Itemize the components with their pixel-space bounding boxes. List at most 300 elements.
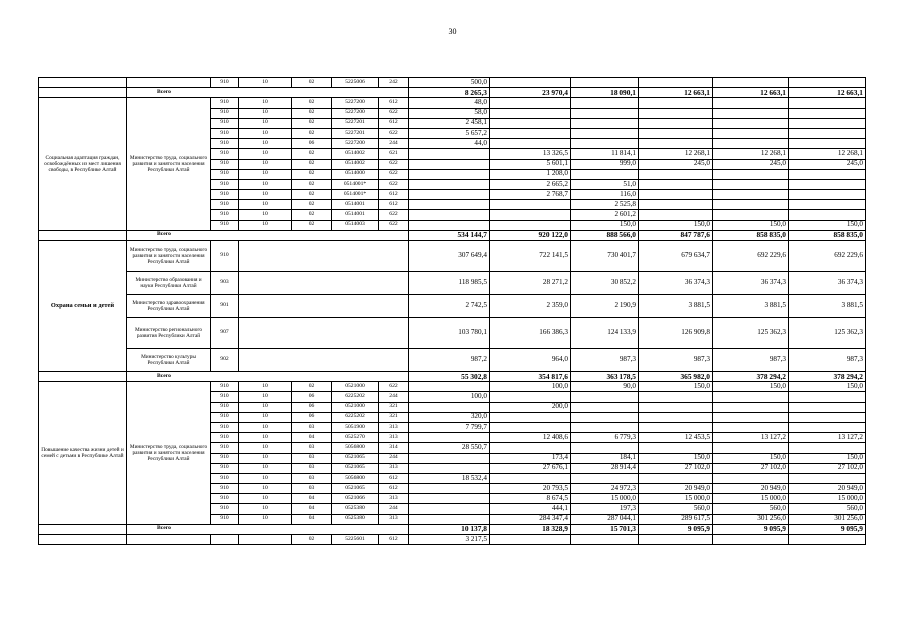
code-cell: 0525270 xyxy=(332,433,379,443)
code-cell: 0521065 xyxy=(332,484,379,494)
code-cell: 02 xyxy=(292,210,332,220)
code-cell: 06 xyxy=(292,412,332,422)
value-cell xyxy=(713,402,789,412)
ministry-name: Министерство здравоохранения Республики Алтай xyxy=(127,295,211,318)
code-cell: 04 xyxy=(292,494,332,504)
value-cell: 679 634,7 xyxy=(639,241,713,272)
code-cell: 02 xyxy=(292,382,332,392)
ministry-name: Министерство труда, социального развития и занятости населения Республики Алтай xyxy=(127,241,211,272)
code-cell: 5225601 xyxy=(332,535,379,545)
table-row xyxy=(39,78,866,88)
value-cell: 27 676,1 xyxy=(490,463,571,473)
table-row xyxy=(39,318,866,349)
value-cell: 28 271,2 xyxy=(490,272,571,295)
value-cell xyxy=(571,443,639,453)
value-cell xyxy=(639,169,713,179)
value-cell: 126 909,8 xyxy=(639,318,713,349)
total-value: 378 294,2 xyxy=(713,372,789,382)
code-cell: 10 xyxy=(239,108,292,118)
value-cell xyxy=(409,190,490,200)
code-cell: 907 xyxy=(211,318,239,349)
value-cell: 560,0 xyxy=(713,504,789,514)
value-cell xyxy=(571,118,639,128)
value-cell: 150,0 xyxy=(713,453,789,463)
table-row xyxy=(39,535,866,545)
total-value: 9 095,9 xyxy=(713,524,789,534)
value-cell: 20 793,5 xyxy=(490,484,571,494)
value-cell: 30 852,2 xyxy=(571,272,639,295)
code-cell: 612 xyxy=(379,535,409,545)
code-cell: 910 xyxy=(211,473,239,483)
code-cell: 03 xyxy=(292,463,332,473)
code-cell: 04 xyxy=(292,433,332,443)
value-cell xyxy=(789,78,866,88)
value-cell xyxy=(713,179,789,189)
value-cell xyxy=(409,484,490,494)
code-cell: 10 xyxy=(239,443,292,453)
total-value: 378 294,2 xyxy=(789,372,866,382)
total-value: 858 835,0 xyxy=(713,230,789,240)
value-cell xyxy=(490,412,571,422)
code-cell: 910 xyxy=(211,220,239,230)
code-cell: 10 xyxy=(239,484,292,494)
value-cell xyxy=(571,169,639,179)
code-cell: 04 xyxy=(292,504,332,514)
value-cell xyxy=(571,402,639,412)
code-cell: 910 xyxy=(211,139,239,149)
code-cell: 5227200 xyxy=(332,108,379,118)
value-cell xyxy=(409,402,490,412)
total-value: 18 328,9 xyxy=(490,524,571,534)
value-cell xyxy=(490,78,571,88)
code-cell: 612 xyxy=(379,98,409,108)
code-cell: 910 xyxy=(211,494,239,504)
value-cell: 150,0 xyxy=(639,453,713,463)
value-cell: 150,0 xyxy=(789,453,866,463)
total-row xyxy=(39,372,866,382)
value-cell: 2 768,7 xyxy=(490,190,571,200)
code-cell: 10 xyxy=(239,98,292,108)
total-label: Всего xyxy=(127,524,409,534)
value-cell: 150,0 xyxy=(639,220,713,230)
value-cell: 289 617,5 xyxy=(639,514,713,524)
value-cell: 150,0 xyxy=(571,220,639,230)
code-cell: 5227200 xyxy=(332,139,379,149)
total-row xyxy=(39,88,866,98)
code-cell: 612 xyxy=(379,190,409,200)
total-row xyxy=(39,524,866,534)
value-cell xyxy=(571,473,639,483)
value-cell xyxy=(571,392,639,402)
code-cell: 0521000 xyxy=(332,382,379,392)
value-cell xyxy=(639,392,713,402)
program-name: Социальная адаптация граждан, освобождённых из мест лишения свободы, в Республике Алтай xyxy=(39,98,127,230)
code-cell: 03 xyxy=(292,484,332,494)
value-cell: 3 217,5 xyxy=(409,535,490,545)
table-row xyxy=(39,295,866,318)
code-cell: 02 xyxy=(292,98,332,108)
page-number: 30 xyxy=(448,27,457,36)
program-name: Охрана семьи и детей xyxy=(39,241,127,372)
value-cell: 987,3 xyxy=(571,349,639,372)
code-cell: 244 xyxy=(379,453,409,463)
value-cell xyxy=(409,463,490,473)
code-cell: 5056800 xyxy=(332,443,379,453)
value-cell xyxy=(409,433,490,443)
code-cell: 910 xyxy=(211,169,239,179)
value-cell: 150,0 xyxy=(789,220,866,230)
code-cell: 0514000 xyxy=(332,169,379,179)
value-cell: 2 601,2 xyxy=(571,210,639,220)
value-cell xyxy=(571,98,639,108)
code-cell: 313 xyxy=(379,514,409,524)
total-value: 18 090,1 xyxy=(571,88,639,98)
value-cell xyxy=(490,139,571,149)
code-cell: 10 xyxy=(239,118,292,128)
value-cell: 245,0 xyxy=(713,159,789,169)
code-cell: 10 xyxy=(239,422,292,432)
value-cell xyxy=(490,128,571,138)
value-cell: 124 133,9 xyxy=(571,318,639,349)
total-value: 858 835,0 xyxy=(789,230,866,240)
value-cell: 166 386,3 xyxy=(490,318,571,349)
value-cell xyxy=(789,108,866,118)
code-cell: 02 xyxy=(292,159,332,169)
code-cell: 0521000 xyxy=(332,402,379,412)
code-cell: 10 xyxy=(239,402,292,412)
value-cell: 2 525,8 xyxy=(571,200,639,210)
value-cell: 15 000,0 xyxy=(639,494,713,504)
value-cell xyxy=(639,118,713,128)
code-cell: 910 xyxy=(211,504,239,514)
code-cell: 622 xyxy=(379,128,409,138)
value-cell xyxy=(490,535,571,545)
code-cell: 910 xyxy=(211,402,239,412)
value-cell: 2 742,5 xyxy=(409,295,490,318)
value-cell xyxy=(713,118,789,128)
code-cell: 910 xyxy=(211,118,239,128)
total-value: 10 137,8 xyxy=(409,524,490,534)
value-cell: 3 881,5 xyxy=(789,295,866,318)
value-cell: 36 374,3 xyxy=(789,272,866,295)
code-cell: 622 xyxy=(379,220,409,230)
value-cell: 13 127,2 xyxy=(713,433,789,443)
total-value: 847 787,6 xyxy=(639,230,713,240)
code-cell: 612 xyxy=(379,484,409,494)
code-cell: 622 xyxy=(379,108,409,118)
code-cell: 02 xyxy=(292,190,332,200)
value-cell: 320,0 xyxy=(409,412,490,422)
code-cell: 622 xyxy=(379,179,409,189)
value-cell: 245,0 xyxy=(639,159,713,169)
total-value: 8 265,3 xyxy=(409,88,490,98)
table-row xyxy=(39,349,866,372)
code-cell: 612 xyxy=(379,200,409,210)
value-cell: 116,0 xyxy=(571,190,639,200)
value-cell xyxy=(409,200,490,210)
value-cell xyxy=(409,220,490,230)
code-cell: 02 xyxy=(292,200,332,210)
code-cell: 242 xyxy=(379,78,409,88)
value-cell xyxy=(490,443,571,453)
empty-cell xyxy=(39,88,127,98)
empty-cell xyxy=(239,349,409,372)
code-cell: 5227201 xyxy=(332,128,379,138)
code-cell: 02 xyxy=(292,149,332,159)
value-cell: 150,0 xyxy=(713,220,789,230)
code-cell: 10 xyxy=(239,200,292,210)
code-cell: 910 xyxy=(211,98,239,108)
value-cell: 8 674,5 xyxy=(490,494,571,504)
value-cell: 284 347,4 xyxy=(490,514,571,524)
total-value: 534 144,7 xyxy=(409,230,490,240)
code-cell: 06 xyxy=(292,402,332,412)
code-cell: 03 xyxy=(292,422,332,432)
code-cell: 0514003 xyxy=(332,220,379,230)
code-cell: 244 xyxy=(379,392,409,402)
value-cell xyxy=(789,473,866,483)
code-cell: 10 xyxy=(239,190,292,200)
code-cell: 622 xyxy=(379,159,409,169)
code-cell: 902 xyxy=(211,349,239,372)
code-cell: 321 xyxy=(379,402,409,412)
code-cell: 910 xyxy=(211,78,239,88)
code-cell: 0521065 xyxy=(332,453,379,463)
value-cell: 27 102,0 xyxy=(789,463,866,473)
value-cell xyxy=(639,200,713,210)
value-cell: 964,0 xyxy=(490,349,571,372)
code-cell: 612 xyxy=(379,118,409,128)
ministry-name: Министерство культуры Республики Алтай xyxy=(127,349,211,372)
value-cell xyxy=(639,98,713,108)
code-cell: 321 xyxy=(379,412,409,422)
total-value: 23 970,4 xyxy=(490,88,571,98)
code-cell: 10 xyxy=(239,514,292,524)
value-cell: 28 914,4 xyxy=(571,463,639,473)
value-cell: 100,0 xyxy=(409,392,490,402)
value-cell xyxy=(490,210,571,220)
code-cell: 02 xyxy=(292,78,332,88)
code-cell: 10 xyxy=(239,382,292,392)
value-cell: 12 268,1 xyxy=(789,149,866,159)
code-cell: 0525380 xyxy=(332,514,379,524)
code-cell: 10 xyxy=(239,128,292,138)
code-cell: 10 xyxy=(239,392,292,402)
budget-table xyxy=(38,77,866,545)
value-cell: 18 532,4 xyxy=(409,473,490,483)
code-cell: 622 xyxy=(379,169,409,179)
code-cell: 910 xyxy=(211,484,239,494)
value-cell: 20 949,0 xyxy=(713,484,789,494)
value-cell xyxy=(490,422,571,432)
code-cell: 313 xyxy=(379,433,409,443)
code-cell: 313 xyxy=(379,494,409,504)
value-cell xyxy=(571,139,639,149)
value-cell xyxy=(571,412,639,422)
empty-cell xyxy=(239,295,409,318)
code-cell: 5227200 xyxy=(332,98,379,108)
code-cell: 910 xyxy=(211,200,239,210)
value-cell xyxy=(490,98,571,108)
ministry-name: Министерство образования и науки Республики Алтай xyxy=(127,272,211,295)
value-cell xyxy=(789,412,866,422)
value-cell xyxy=(789,535,866,545)
value-cell xyxy=(409,169,490,179)
code-cell: 910 xyxy=(211,190,239,200)
value-cell: 118 985,5 xyxy=(409,272,490,295)
value-cell: 444,1 xyxy=(490,504,571,514)
code-cell: 313 xyxy=(379,463,409,473)
code-cell: 03 xyxy=(292,443,332,453)
value-cell: 6 779,3 xyxy=(571,433,639,443)
value-cell xyxy=(639,422,713,432)
code-cell: 910 xyxy=(211,382,239,392)
value-cell xyxy=(789,179,866,189)
value-cell xyxy=(789,200,866,210)
ministry-name: Министерство регионального развития Республики Алтай xyxy=(127,318,211,349)
value-cell xyxy=(571,108,639,118)
value-cell xyxy=(571,422,639,432)
value-cell xyxy=(409,514,490,524)
value-cell xyxy=(789,402,866,412)
code-cell: 10 xyxy=(239,149,292,159)
code-cell: 6225202 xyxy=(332,412,379,422)
total-value: 365 982,0 xyxy=(639,372,713,382)
value-cell xyxy=(571,535,639,545)
ministry-name: Министерство труда, социального развития и занятости населения Республики Алтай xyxy=(127,98,211,230)
empty-cell xyxy=(239,241,409,272)
value-cell xyxy=(639,179,713,189)
total-label: Всего xyxy=(127,230,409,240)
code-cell: 0514002 xyxy=(332,149,379,159)
code-cell: 910 xyxy=(211,514,239,524)
value-cell xyxy=(409,453,490,463)
value-cell xyxy=(490,200,571,210)
value-cell xyxy=(639,78,713,88)
value-cell xyxy=(490,108,571,118)
code-cell: 0514001* xyxy=(332,190,379,200)
code-cell: 910 xyxy=(211,108,239,118)
value-cell xyxy=(713,392,789,402)
code-cell: 910 xyxy=(211,392,239,402)
value-cell xyxy=(639,210,713,220)
code-cell: 02 xyxy=(292,535,332,545)
code-cell: 910 xyxy=(211,412,239,422)
code-cell: 622 xyxy=(379,382,409,392)
value-cell: 125 362,3 xyxy=(789,318,866,349)
value-cell xyxy=(789,443,866,453)
code-cell: 03 xyxy=(292,453,332,463)
value-cell: 692 229,6 xyxy=(713,241,789,272)
code-cell: 244 xyxy=(379,139,409,149)
value-cell: 1 208,0 xyxy=(490,169,571,179)
value-cell xyxy=(490,220,571,230)
code-cell: 02 xyxy=(292,118,332,128)
value-cell xyxy=(713,128,789,138)
code-cell: 0521065 xyxy=(332,463,379,473)
code-cell: 10 xyxy=(239,504,292,514)
value-cell: 287 044,1 xyxy=(571,514,639,524)
value-cell: 987,3 xyxy=(639,349,713,372)
total-value: 12 663,1 xyxy=(713,88,789,98)
code-cell: 910 xyxy=(211,149,239,159)
table-row xyxy=(39,272,866,295)
code-cell: 10 xyxy=(239,159,292,169)
value-cell xyxy=(639,190,713,200)
code-cell: 0514002 xyxy=(332,159,379,169)
code-cell: 10 xyxy=(239,453,292,463)
value-cell: 197,3 xyxy=(571,504,639,514)
value-cell: 11 814,1 xyxy=(571,149,639,159)
value-cell xyxy=(409,504,490,514)
value-cell: 15 000,0 xyxy=(571,494,639,504)
code-cell: 244 xyxy=(379,504,409,514)
value-cell: 12 268,1 xyxy=(713,149,789,159)
value-cell xyxy=(713,190,789,200)
budget-table-container xyxy=(38,77,865,545)
code-cell: 0514001 xyxy=(332,210,379,220)
code-cell: 910 xyxy=(211,210,239,220)
value-cell xyxy=(713,473,789,483)
code-cell: 02 xyxy=(292,169,332,179)
code-cell: 10 xyxy=(239,169,292,179)
value-cell: 5 657,2 xyxy=(409,128,490,138)
value-cell: 999,0 xyxy=(571,159,639,169)
value-cell xyxy=(713,200,789,210)
value-cell: 150,0 xyxy=(789,382,866,392)
value-cell xyxy=(789,210,866,220)
code-cell: 10 xyxy=(239,494,292,504)
empty-cell xyxy=(39,230,127,240)
total-value: 9 095,9 xyxy=(789,524,866,534)
code-cell: 621 xyxy=(379,149,409,159)
total-row xyxy=(39,230,866,240)
empty-cell xyxy=(239,272,409,295)
value-cell: 36 374,3 xyxy=(639,272,713,295)
code-cell: 10 xyxy=(239,139,292,149)
value-cell: 173,4 xyxy=(490,453,571,463)
value-cell xyxy=(713,412,789,422)
empty-cell xyxy=(239,318,409,349)
code-cell: 612 xyxy=(379,473,409,483)
table-row xyxy=(39,98,866,108)
value-cell xyxy=(639,473,713,483)
value-cell: 307 649,4 xyxy=(409,241,490,272)
code-cell: 910 xyxy=(211,463,239,473)
value-cell: 27 102,0 xyxy=(713,463,789,473)
value-cell xyxy=(789,392,866,402)
value-cell xyxy=(571,78,639,88)
value-cell: 15 000,0 xyxy=(789,494,866,504)
code-cell: 5227201 xyxy=(332,118,379,128)
program-name: Повышение качества жизни детей и семей с детьми в Республике Алтай xyxy=(39,382,127,525)
value-cell: 722 141,5 xyxy=(490,241,571,272)
code-cell: 0514001 xyxy=(332,200,379,210)
total-value: 12 663,1 xyxy=(639,88,713,98)
value-cell xyxy=(789,128,866,138)
value-cell xyxy=(490,118,571,128)
value-cell: 27 102,0 xyxy=(639,463,713,473)
code-cell: 06 xyxy=(292,139,332,149)
code-cell: 10 xyxy=(239,179,292,189)
code-cell: 910 xyxy=(211,443,239,453)
value-cell xyxy=(409,494,490,504)
value-cell: 200,0 xyxy=(490,402,571,412)
table-row xyxy=(39,382,866,392)
code-cell: 5225006 xyxy=(332,78,379,88)
value-cell xyxy=(789,169,866,179)
total-value: 9 095,9 xyxy=(639,524,713,534)
